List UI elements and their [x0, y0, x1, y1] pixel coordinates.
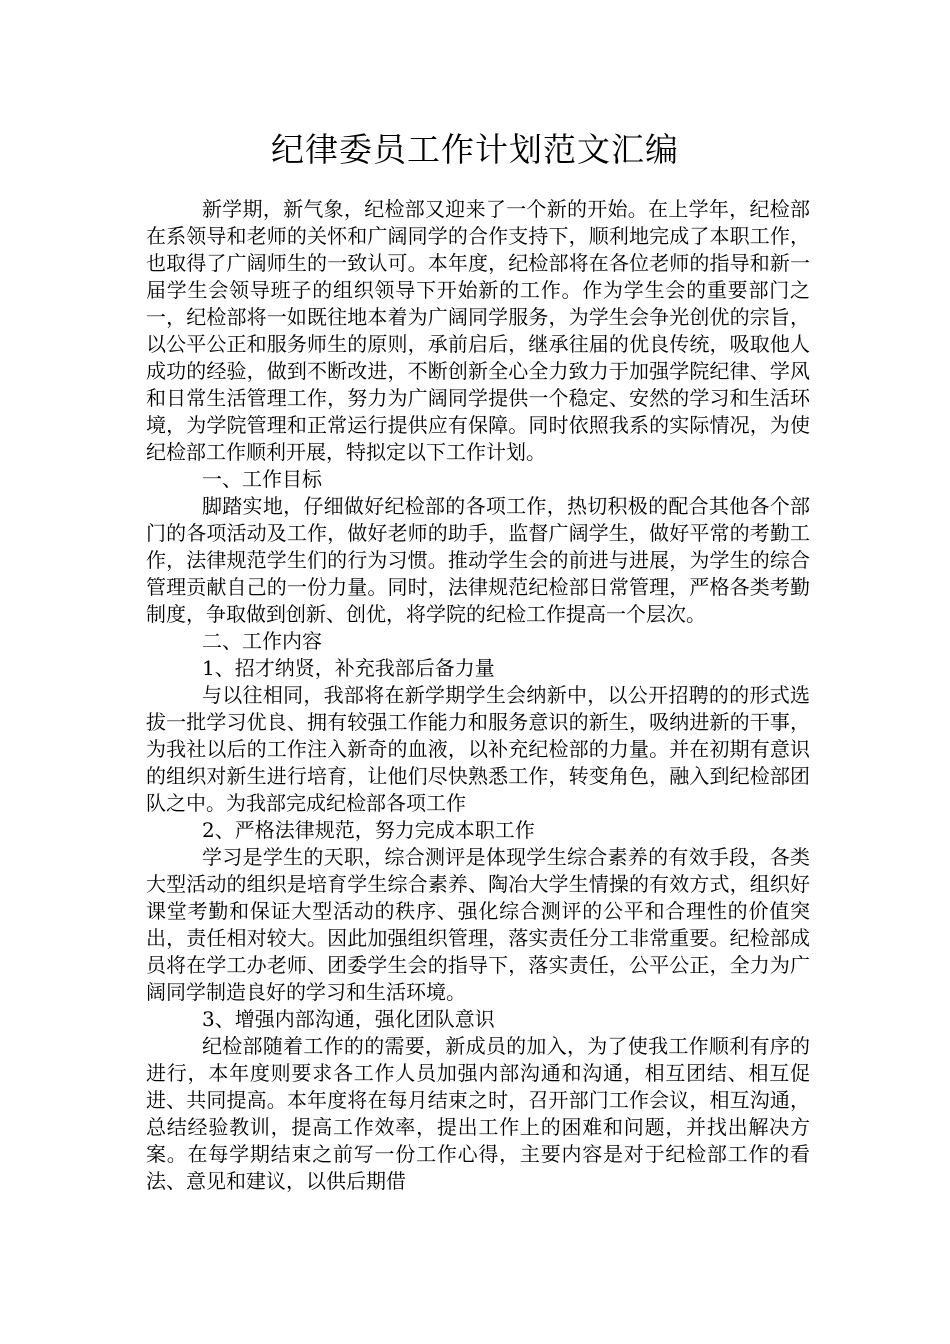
section-heading-content: 二、工作内容 [202, 629, 322, 653]
item-heading-recruit: 1、招才纳贤，补充我部后备力量 [202, 656, 495, 680]
section-heading-goals: 一、工作目标 [202, 467, 322, 491]
document-body [146, 196, 810, 1195]
item-heading-teamwork: 3、增强内部沟通，强化团队意识 [202, 1007, 495, 1031]
document-title: 纪律委员工作计划范文汇编 [271, 130, 679, 169]
discipline-paragraph: 学习是学生的天职，综合测评是体现学生综合素养的有效手段，各类大型活动的组织是培育学生综合素养、陶冶大学生情操的有效方式，组织好课堂考勤和保证大型活动的秩序、强化综合测评的公平和合理性的价值突出，责任相对较大。因此加强组织管理，落实责任分工非常重要。纪检部成员将在学工办老师、团委学生会的指导下，落实责任，公平公正，全力为广阔同学制造良好的学习和生活环境。 [146, 845, 810, 1004]
recruit-paragraph: 与以往相同，我部将在新学期学生会纳新中，以公开招聘的的形式选拔一批学习优良、拥有较强工作能力和服务意识的新生，吸纳进新的干事，为我社以后的工作注入新奇的血液，以补充纪检部的力量。并在初期有意识的组织对新生进行培育，让他们尽快熟悉工作，转变角色，融入到纪检部团队之中。为我部完成纪检部各项工作 [146, 683, 810, 815]
item-heading-discipline: 2、严格法律规范，努力完成本职工作 [202, 818, 535, 842]
goals-paragraph: 脚踏实地，仔细做好纪检部的各项工作，热切积极的配合其他各个部门的各项活动及工作，做好老师的助手，监督广阔学生，做好平常的考勤工作，法律规范学生们的行为习惯。推动学生会的前进与进展，为学生的综合管理贡献自己的一份力量。同时，法律规范纪检部日常管理，严格各类考勤制度，争取做到创新、创优，将学院的纪检工作提高一个层次。 [146, 494, 810, 626]
intro-paragraph: 新学期，新气象，纪检部又迎来了一个新的开始。在上学年，纪检部在系领导和老师的关怀和广阔同学的合作支持下，顺利地完成了本职工作，也取得了广阔师生的一致认可。本年度，纪检部将在各位老师的指导和新一届学生会领导班子的组织领导下开始新的工作。作为学生会的重要部门之一，纪检部将一如既往地本着为广阔同学服务，为学生会争光创优的宗旨，以公平公正和服务师生的原则，承前启后，继承往届的优良传统，吸取他人成功的经验，做到不断改进，不断创新全心全力致力于加强学院纪律、学风和日常生活管理工作，努力为广阔同学提供一个稳定、安然的学习和生活环境，为学院管理和正常运行提供应有保障。同时依照我系的实际情况，为使纪检部工作顺利开展，特拟定以下工作计划。 [146, 197, 810, 464]
teamwork-paragraph: 纪检部随着工作的的需要，新成员的加入，为了使我工作顺利有序的进行，本年度则要求各工作人员加强内部沟通和沟通，相互团结、相互促进、共同提高。本年度将在每月结束之时，召开部门工作会议，相互沟通，总结经验教训，提高工作效率，提出工作上的困难和问题，并找出解决方案。在每学期结束之前写一份工作心得，主要内容是对于纪检部工作的看法、意见和建议，以供后期借 [146, 1034, 810, 1193]
